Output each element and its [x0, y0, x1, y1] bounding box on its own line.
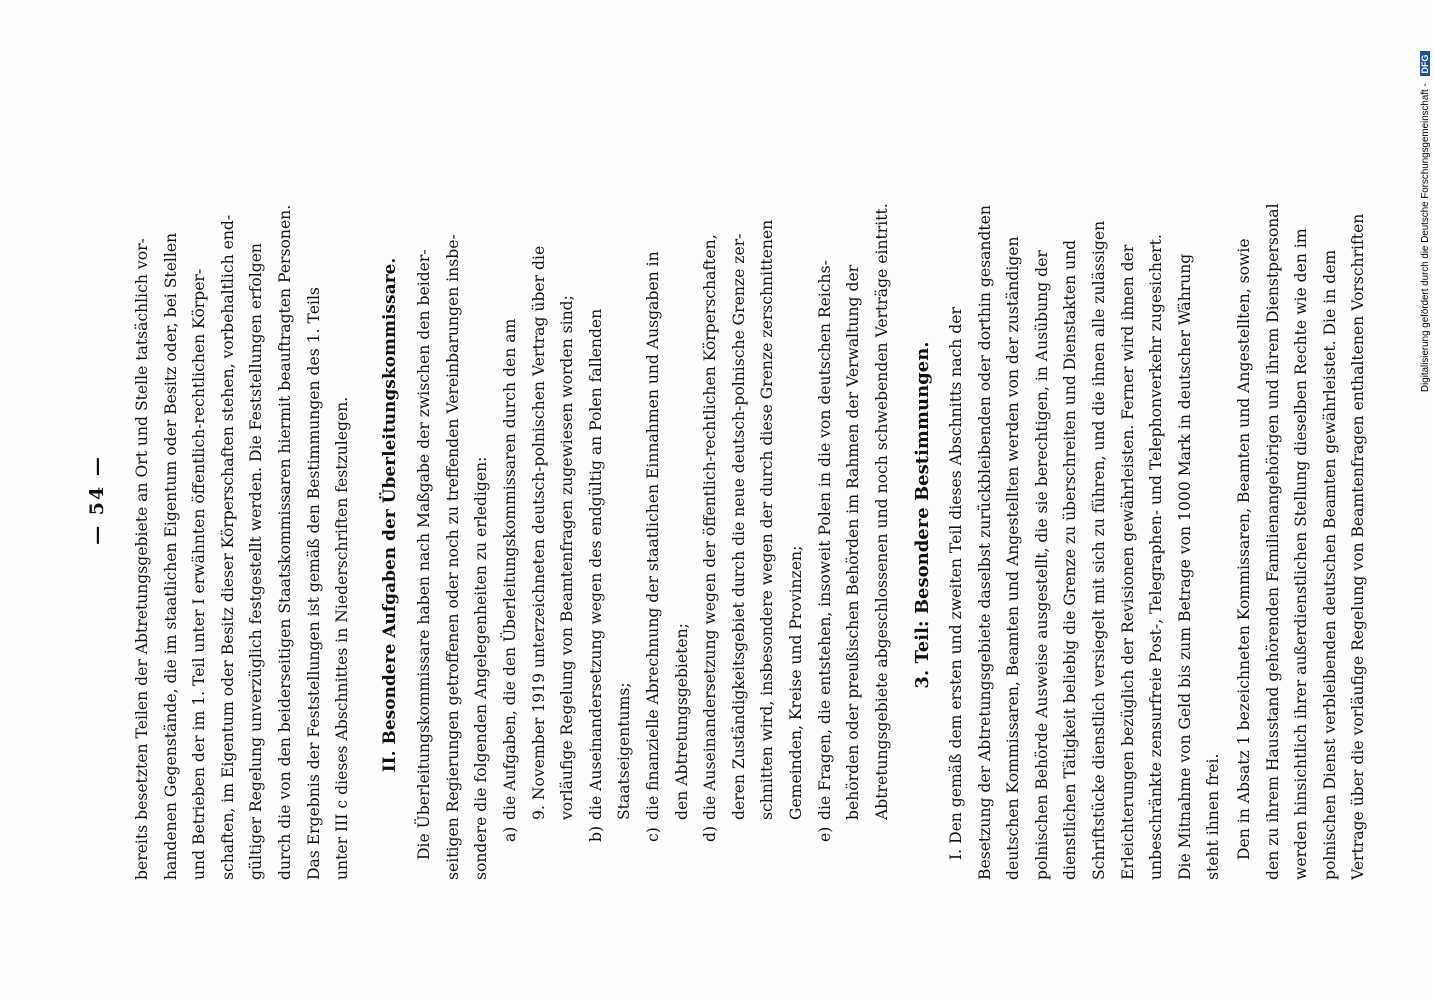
list-item-line: den Abtretungsgebieten;: [672, 623, 691, 820]
list-marker: c): [643, 827, 662, 842]
list-marker: d): [701, 825, 720, 842]
text-line: Die Überleitungskommissare haben nach Maßgabe der zwischen den beider-: [415, 249, 433, 860]
text-line: schaften, im Eigentum oder Besitz dieser Körperschaften stehen, vorbehaltlich end-: [218, 214, 237, 880]
text-line: Erleichterungen bezüglich der Revisionen gewährleisten. Ferner wird ihnen der: [1118, 244, 1137, 880]
text-line: sondere die folgenden Angelegenheiten zu erledigen:: [472, 456, 491, 880]
section-2-intro: [410, 150, 496, 880]
list-item: [639, 150, 696, 880]
text-line: handenen Gegenstände, die im staatlichen Eigentum oder Besitz oder, bei Stellen: [161, 232, 180, 880]
text-line: und Betrieben der im 1. Teil unter I erwähnten öffentlich-rechtlichen Körper-: [190, 268, 209, 880]
list-marker: b): [586, 825, 605, 842]
dfg-credit: [1420, 52, 1431, 393]
section-3-paragraph-2: [1230, 150, 1373, 880]
text-line: dienstlichen Tätigkeit beliebig die Grenze zu überschreiten und Dienstakten und: [1061, 239, 1080, 880]
text-line: Den in Absatz 1 bezeichneten Kommissaren, Beamten und Angestellten, sowie: [1235, 238, 1253, 860]
rotated-page-content: [80, 80, 1368, 920]
list-item-line: Gemeinden, Kreise und Provinzen;: [786, 545, 805, 820]
text-line: bereits besetzten Teilen der Abtretungsgebiete an Ort und Stelle tatsächlich vor-: [133, 238, 151, 880]
text-line: unter III c dieses Abschnittes in Niederschriften festzulegen.: [333, 396, 352, 880]
text-line: steht ihnen frei.: [1204, 753, 1223, 880]
text-line: unbeschränkte zensurfreie Post-, Telegraphen- und Telephonverkehr zugesichert.: [1147, 234, 1166, 880]
text-line: seitigen Regierungen getroffenen oder noch zu treffenden Vereinbarungen insbe-: [443, 234, 462, 880]
intro-paragraph: [128, 150, 357, 880]
text-line: durch die von den beiderseitigen Staatskommissaren hiermit beauftragten Personen.: [275, 204, 294, 880]
text-line: Die Mitnahme von Geld bis zum Betrage von 1000 Mark in deutscher Währung: [1175, 253, 1194, 880]
list-item: [496, 150, 582, 880]
list-item-line: die Aufgaben, die den Überleitungskommissaren durch den am: [501, 318, 519, 820]
text-line: deutschen Kommissaren, Beamten und Angestellten werden von der zuständigen: [1004, 236, 1023, 880]
text-line: werden hinsichtlich ihrer außerdienstlichen Stellung dieselben Rechte wie den im: [1292, 228, 1311, 880]
list-item-line: schnitten wird, insbesondere wegen der durch diese Grenze zerschnittenen: [758, 219, 777, 820]
list-item: [811, 150, 897, 880]
page-number: — 54 —: [86, 455, 108, 545]
text-line: Vertrage über die vorläufige Regelung von Beamtenfragen enthaltenen Vorschriften: [1349, 213, 1368, 880]
list-item: [696, 150, 810, 880]
list-marker: a): [501, 826, 519, 842]
dfg-logo: DFG: [1420, 52, 1430, 77]
text-line: Das Ergebnis der Feststellungen ist gemäß den Bestimmungen des 1. Teils: [304, 287, 323, 880]
text-line: polnischen Behörde Ausweise ausgestellt, die sie berechtigen, in Ausübung der: [1032, 250, 1051, 880]
text-line: den zu ihrem Hausstand gehörenden Familienangehörigen und ihrem Dienstpersonal: [1263, 203, 1282, 880]
list-item-line: Abtretungsgebiete abgeschlossenen und noch schwebenden Verträge eintritt.: [872, 203, 891, 820]
list-item-line: Staatseigentums;: [615, 682, 634, 820]
text-line: Besetzung der Abtretungsgebiete daselbst zurückbleibenden oder dorthin gesandten: [975, 205, 994, 880]
list-item-line: deren Zuständigkeitsgebiet durch die neue deutsch-polnische Grenze zer-: [729, 233, 748, 820]
list-item-line: vorläufige Regelung von Beamtenfragen zugewiesen worden sind;: [558, 295, 577, 820]
list-item-line: die finanzielle Abrechnung der staatlichen Einnahmen und Ausgaben in: [643, 251, 662, 820]
text-line: Schriftstücke dienstlich versiegelt mit sich zu führen, und die ihnen alle zulässigen: [1089, 220, 1108, 880]
list-marker: e): [815, 826, 834, 842]
list-item-line: 9. November 1919 unterzeichneten deutsch-polnischen Vertrag über die: [529, 245, 548, 820]
list-item-line: behörden oder preußischen Behörden im Rahmen der Verwaltung der: [844, 264, 863, 820]
credit-text: Digitalisierung gefördert durch die Deutsche Forschungsgemeinschaft -: [1420, 83, 1431, 392]
list-item-line: die Fragen, die entstehen, insoweit Polen in die von deutschen Reichs-: [815, 260, 834, 820]
list-item-line: die Auseinandersetzung wegen des endgültig an Polen fallenden: [586, 308, 605, 820]
text-line: I. Den gemäß dem ersten und zweiten Teil dieses Abschnitts nach der: [947, 307, 965, 860]
text-line: polnischen Dienst verbleibenden deutschen Beamten gewährleistet. Die in dem: [1320, 249, 1339, 880]
list-item: [582, 150, 639, 880]
text-line: gültiger Regelung unverzüglich festgestellt werden. Die Feststellungen erfolgen: [247, 243, 266, 880]
section-3-heading: 3. Teil: Besondere Bestimmungen.: [912, 341, 933, 689]
section-2-heading: II. Besondere Aufgaben der Überleitungskommissare.: [380, 257, 400, 773]
list-item-line: die Auseinandersetzung wegen der öffentlich-rechtlichen Körperschaften,: [701, 234, 720, 820]
section-3-paragraph-1: [942, 150, 1228, 880]
task-list: [496, 150, 896, 880]
